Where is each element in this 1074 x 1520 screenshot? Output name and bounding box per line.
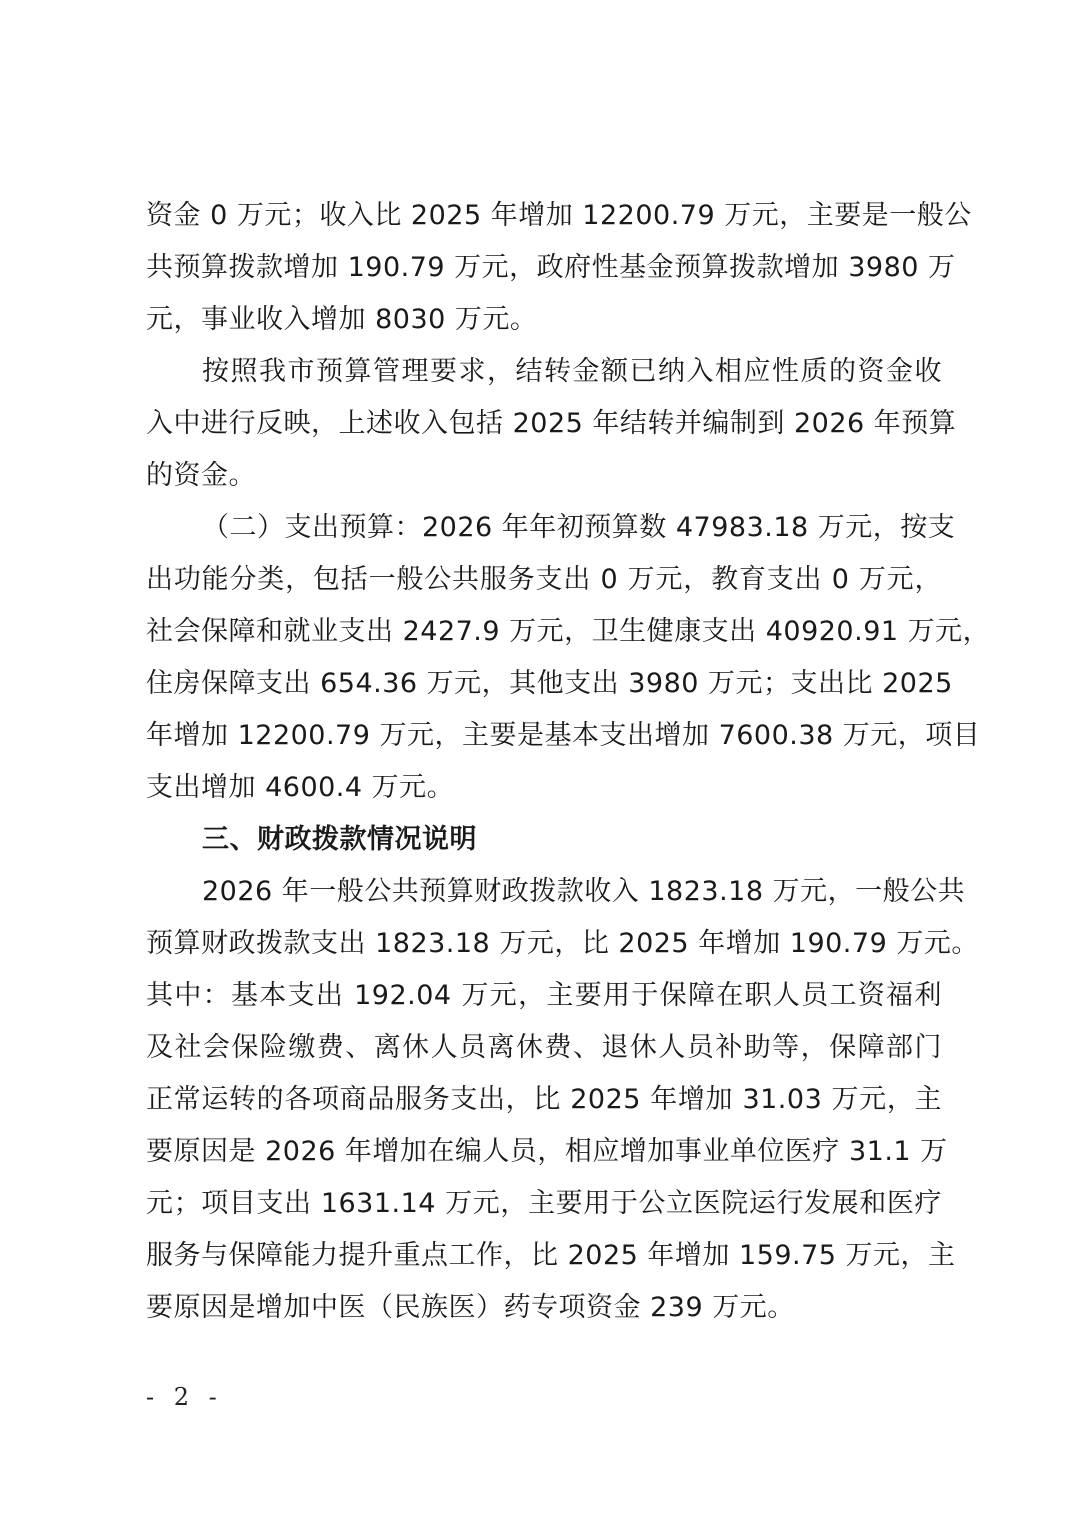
- text-line: 住房保障支出 654.36 万元，其他支出 3980 万元；支出比 2025: [146, 668, 953, 699]
- text-line: 元；项目支出 1631.14 万元，主要用于公立医院运行发展和医疗: [146, 1188, 942, 1219]
- text-line: 要原因是 2026 年增加在编人员，相应增加事业单位医疗 31.1 万: [146, 1136, 948, 1167]
- paragraph-income-change: [146, 190, 972, 346]
- text-line: 正常运转的各项商品服务支出，比 2025 年增加 31.03 万元，主: [146, 1084, 942, 1115]
- paragraph-appropriation: [146, 866, 979, 1334]
- text-line: 预算财政拨款支出 1823.18 万元，比 2025 年增加 190.79 万元。: [146, 928, 979, 959]
- section-heading-text: 三、财政拨款情况说明: [202, 824, 477, 855]
- text-line: 要原因是增加中医（民族医）药专项资金 239 万元。: [146, 1292, 795, 1323]
- text-line: 出功能分类，包括一般公共服务支出 0 万元，教育支出 0 万元，: [146, 564, 942, 595]
- text-line: 社会保障和就业支出 2427.9 万元，卫生健康支出 40920.91 万元，: [146, 616, 991, 647]
- text-line: 年增加 12200.79 万元，主要是基本支出增加 7600.38 万元，项目: [146, 720, 981, 751]
- text-line: 入中进行反映，上述收入包括 2025 年结转并编制到 2026 年预算: [146, 408, 957, 439]
- text-line: 按照我市预算管理要求，结转金额已纳入相应性质的资金收: [202, 356, 942, 387]
- text-line: 其中：基本支出 192.04 万元，主要用于保障在职人员工资福利: [146, 980, 942, 1011]
- text-line: 共预算拨款增加 190.79 万元，政府性基金预算拨款增加 3980 万: [146, 252, 956, 283]
- text-line: 2026 年一般公共预算财政拨款收入 1823.18 万元，一般公共: [202, 876, 966, 907]
- text-line: 支出增加 4600.4 万元。: [146, 772, 455, 803]
- section-heading: [146, 814, 942, 866]
- text-line: 服务与保障能力提升重点工作，比 2025 年增加 159.75 万元，主: [146, 1240, 956, 1271]
- paragraph-expenditure-budget: [146, 502, 991, 814]
- page-number: - 2 -: [146, 1383, 223, 1411]
- body-text: [146, 190, 991, 1334]
- text-line: 资金 0 万元；收入比 2025 年增加 12200.79 万元，主要是一般公: [146, 200, 972, 231]
- paragraph-carryover: [146, 346, 957, 502]
- text-line: 的资金。: [146, 460, 256, 491]
- text-line: （二）支出预算：2026 年年初预算数 47983.18 万元，按支: [202, 512, 956, 543]
- text-line: 元，事业收入增加 8030 万元。: [146, 304, 538, 335]
- text-line: 及社会保险缴费、离休人员离休费、退休人员补助等，保障部门: [146, 1032, 942, 1063]
